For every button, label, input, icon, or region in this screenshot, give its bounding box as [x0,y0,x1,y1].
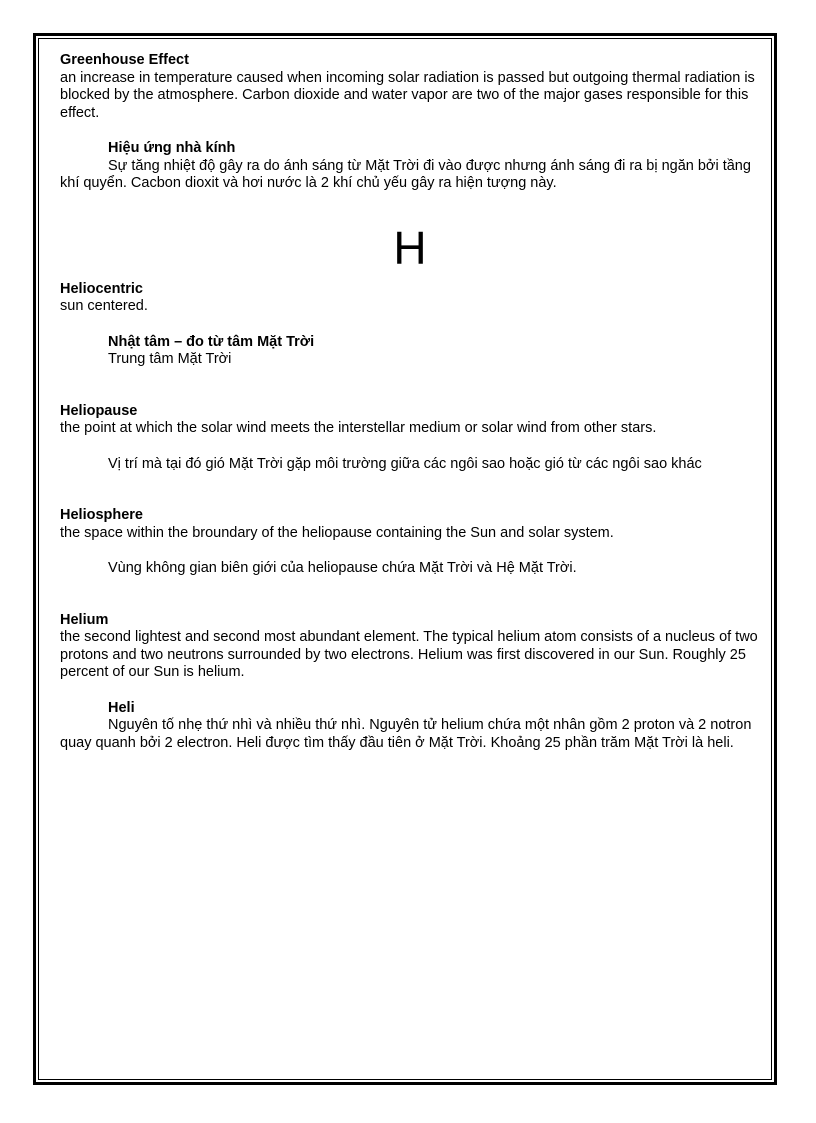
entry-helium [60,612,760,753]
vi-term-title: Heli [108,699,135,716]
vi-term-definition: Vùng không gian biên giới của heliopause chứa Mặt Trời và Hệ Mặt Trời. [108,560,577,576]
vietnamese-translation [60,560,760,578]
entry-heliopause [60,403,760,474]
term-title: Heliosphere [60,507,143,523]
vi-term-title: Nhật tâm – đo từ tâm Mặt Trời [108,333,315,350]
term-definition: sun centered. [60,298,148,314]
spacer [60,578,760,612]
entry-heliosphere [60,507,760,578]
vi-term-definition: Sự tăng nhiệt độ gây ra do ánh sáng từ Mặt Trời đi vào được nhưng ánh sáng đi ra bị ngăn bởi tầng khí quyển. Cacbon dioxit và hơi nước là 2 khí chủ yếu gây ra hiện tượng này. [60,157,751,191]
term-definition: the space within the broundary of the heliopause containing the Sun and solar system. [60,524,614,541]
term-definition: the point at which the solar wind meets the interstellar medium or solar wind from other stars. [60,420,657,436]
term-definition: an increase in temperature caused when incoming solar radiation is passed but outgoing thermal radiation is blocked by the atmosphere. Carbon dioxide and water vapor are two of the major gases responsible for this effect. [60,69,755,121]
term-definition: the second lightest and second most abundant element. The typical helium atom consists of a nucleus of two protons and two neutrons surrounded by two electrons. Helium was first discovered in our Sun. Roughly 25 percent of our Sun is helium. [60,629,758,680]
term-title: Helium [60,611,109,628]
entry-heliocentric [60,281,760,369]
section-letter-heading: H [393,221,427,274]
term-title: Heliocentric [60,280,143,297]
term-title: Heliopause [60,402,138,419]
vi-term-definition: Trung tâm Mặt Trời [108,351,232,367]
entry-greenhouse-effect [60,52,760,193]
vi-term-title: Hiệu ứng nhà kính [108,140,236,156]
vietnamese-translation [60,334,760,369]
vi-term-definition: Vị trí mà tại đó gió Mặt Trời gặp môi trường giữa các ngôi sao hoặc gió từ các ngôi sao khác [108,455,702,472]
spacer [60,473,760,507]
term-title: Greenhouse Effect [60,52,189,68]
vi-term-definition: Nguyên tố nhẹ thứ nhì và nhiều thứ nhì. Nguyên tử helium chứa một nhân gồm 2 proton và 2 notron quay quanh bởi 2 electron. Heli được tìm thấy đầu tiên ở Mặt Trời. Khoảng 25 phần trăm Mặt Trời là heli. [60,717,752,751]
vietnamese-translation [60,700,760,753]
spacer [60,369,760,403]
glossary-content [60,52,760,752]
vietnamese-translation [60,456,760,474]
vietnamese-translation [60,140,760,193]
